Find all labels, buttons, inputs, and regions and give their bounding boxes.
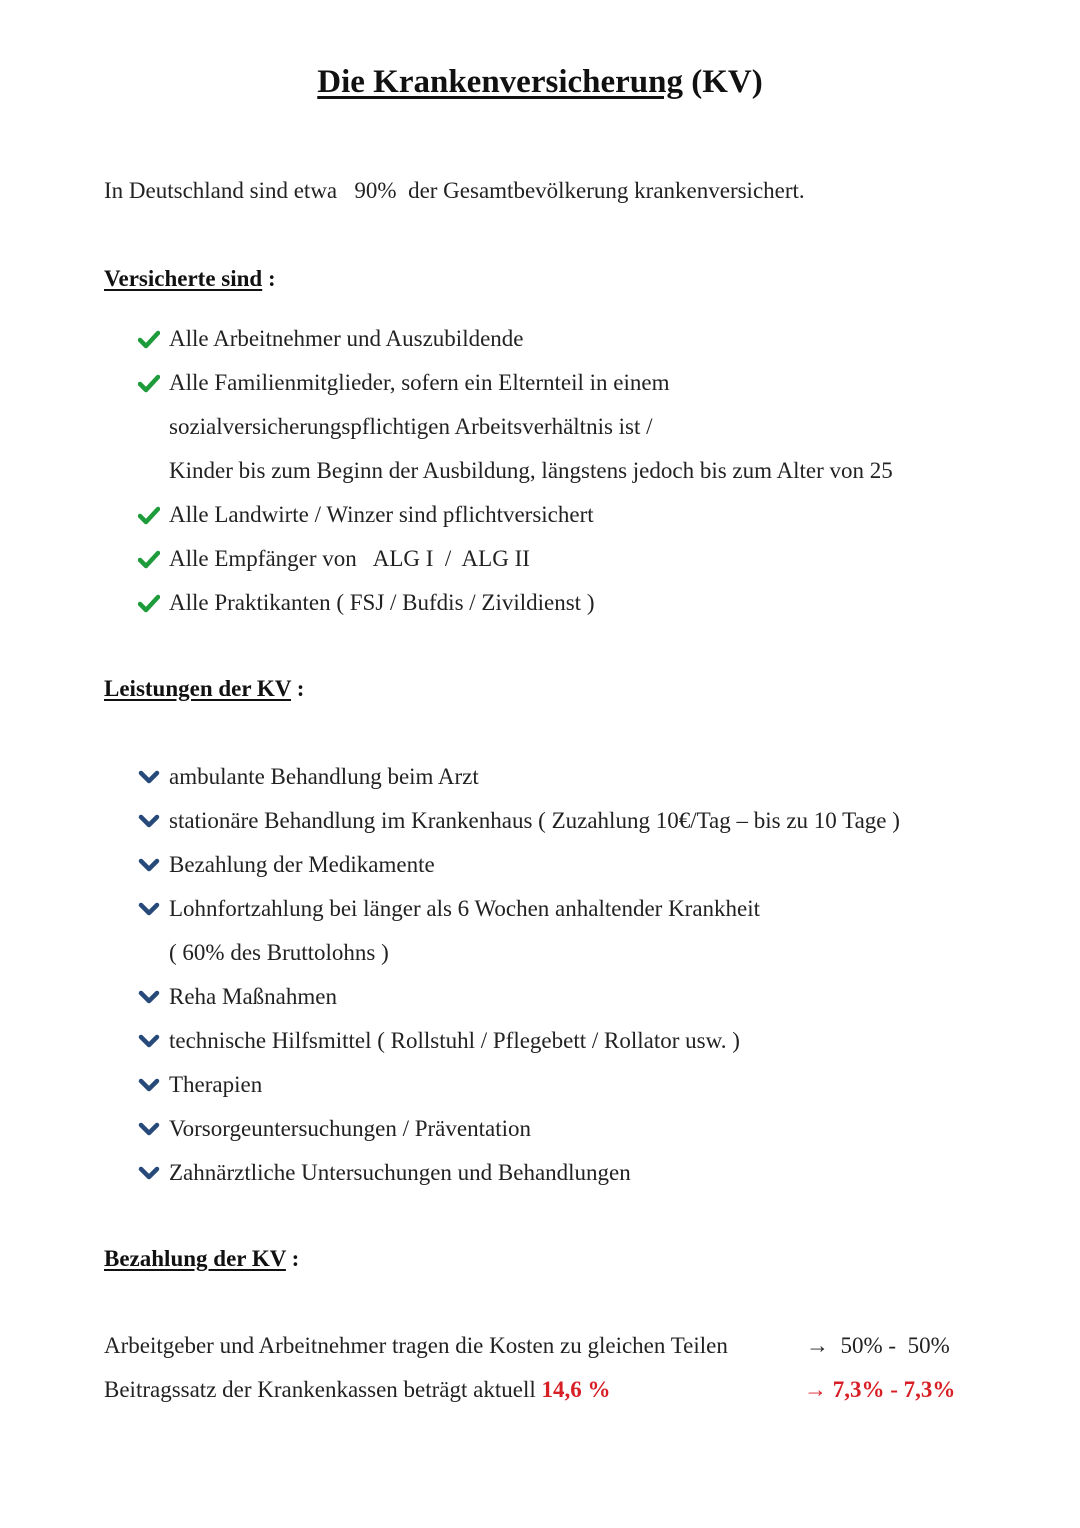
check-icon <box>138 986 160 1008</box>
benefits-heading-colon: : <box>296 676 305 701</box>
page-title-suffix: (KV) <box>691 64 763 100</box>
payment-heading-text: Bezahlung der KV <box>104 1246 286 1271</box>
arrow-right-icon: → <box>804 1377 827 1402</box>
payment-heading <box>104 1246 299 1272</box>
intro-text-b: der Gesamtbevölkerung krankenversichert. <box>408 178 805 203</box>
list-item-text: sozialversicherungspflichtigen Arbeitsverhältnis ist / <box>169 414 653 439</box>
insured-heading-colon: : <box>267 266 276 291</box>
check-icon <box>138 504 160 526</box>
check-icon <box>138 898 160 920</box>
check-icon <box>138 548 160 570</box>
list-item-text: Alle Arbeitnehmer und Auszubildende <box>169 326 524 351</box>
list-item-text: ambulante Behandlung beim Arzt <box>169 764 479 789</box>
page-title-main: Die Krankenversicherung <box>317 64 683 100</box>
check-icon <box>138 810 160 832</box>
intro-text-a: In Deutschland sind etwa <box>104 178 338 203</box>
list-item-text: Alle Landwirte / Winzer sind pflichtversichert <box>169 502 594 527</box>
list-item-text: Therapien <box>169 1072 263 1097</box>
list-item-text: Lohnfortzahlung bei länger als 6 Wochen anhaltender Krankheit <box>169 896 761 921</box>
payment-line-1: Arbeitgeber und Arbeitnehmer tragen die Kosten zu gleichen Teilen <box>104 1333 728 1358</box>
list-item-text: Alle Empfänger von ALG I / ALG II <box>169 546 530 571</box>
contribution-split: 7,3% - 7,3% <box>832 1377 956 1402</box>
list-item-text: Bezahlung der Medikamente <box>169 852 435 877</box>
check-icon <box>138 1074 160 1096</box>
list-item-text: ( 60% des Bruttolohns ) <box>169 940 389 965</box>
check-icon <box>138 328 160 350</box>
intro-percent: 90% <box>354 178 397 203</box>
check-icon <box>138 1162 160 1184</box>
list-item-text: stationäre Behandlung im Krankenhaus ( Zuzahlung 10€/Tag – bis zu 10 Tage ) <box>169 808 900 833</box>
list-item-text: Alle Praktikanten ( FSJ / Bufdis / Zivildienst ) <box>169 590 595 615</box>
list-item-text: Kinder bis zum Beginn der Ausbildung, längstens jedoch bis zum Alter von 25 <box>169 458 893 483</box>
check-icon <box>138 592 160 614</box>
check-icon <box>138 1030 160 1052</box>
list-item-text: Zahnärztliche Untersuchungen und Behandlungen <box>169 1160 631 1185</box>
payment-line-1-result: → 50% - 50% <box>806 1333 950 1358</box>
intro-paragraph <box>104 178 805 204</box>
list-item-text: Reha Maßnahmen <box>169 984 337 1009</box>
list-item-text: technische Hilfsmittel ( Rollstuhl / Pflegebett / Rollator usw. ) <box>169 1028 740 1053</box>
check-icon <box>138 766 160 788</box>
contribution-rate: 14,6 % <box>541 1377 611 1402</box>
list-item-text: Alle Familienmitglieder, sofern ein Elternteil in einem <box>169 370 670 395</box>
insured-heading-text: Versicherte sind <box>104 266 263 291</box>
check-icon <box>138 1118 160 1140</box>
payment-line-2-result <box>804 1377 955 1403</box>
check-icon <box>138 372 160 394</box>
payment-line-2 <box>104 1377 610 1403</box>
check-icon <box>138 854 160 876</box>
payment-line-2-text: Beitragssatz der Krankenkassen beträgt aktuell <box>104 1377 536 1402</box>
benefits-heading <box>104 676 304 702</box>
insured-heading <box>104 266 276 292</box>
page-title <box>0 64 1080 101</box>
payment-heading-colon: : <box>291 1246 300 1271</box>
benefits-heading-text: Leistungen der KV <box>104 676 292 701</box>
list-item-text: Vorsorgeuntersuchungen / Präventation <box>169 1116 531 1141</box>
